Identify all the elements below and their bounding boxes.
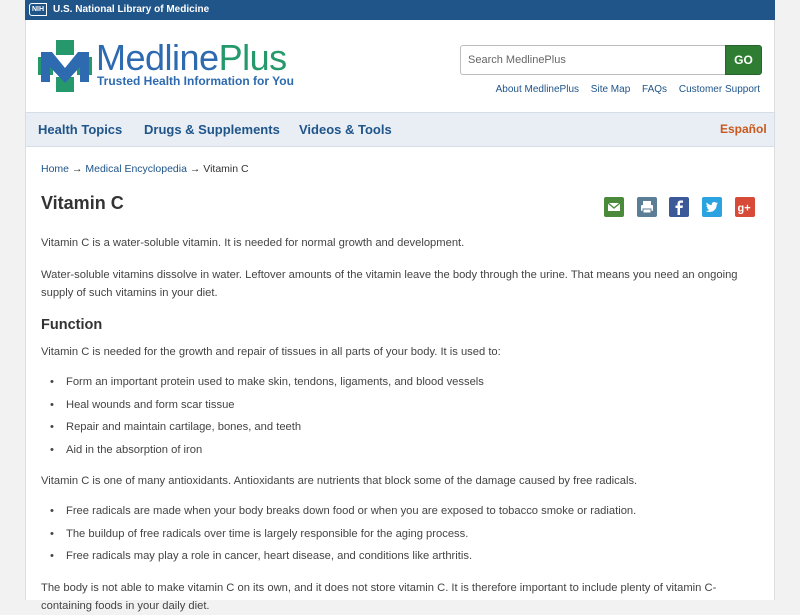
google-plus-share-button[interactable] bbox=[735, 197, 755, 217]
main-nav bbox=[25, 112, 775, 147]
about-medlineplus-link[interactable]: About MedlinePlus bbox=[495, 84, 580, 95]
main-content bbox=[25, 147, 775, 612]
print-icon bbox=[637, 197, 657, 217]
list-item: • Repair and maintain cartilage, bones, and teeth bbox=[41, 416, 757, 439]
uses-list bbox=[41, 371, 757, 461]
free-radicals-list bbox=[41, 500, 757, 568]
nav-drugs-supplements[interactable]: Drugs & Supplements bbox=[144, 122, 280, 137]
list-item: • Aid in the absorption of iron bbox=[41, 439, 757, 462]
nav-videos-tools[interactable]: Videos & Tools bbox=[299, 122, 392, 137]
breadcrumb-arrow: → bbox=[71, 163, 83, 175]
breadcrumb-medical-encyclopedia[interactable]: Medical Encyclopedia bbox=[85, 163, 187, 175]
breadcrumb-home[interactable]: Home bbox=[41, 163, 70, 175]
twitter-icon bbox=[702, 197, 722, 217]
breadcrumb-current: Vitamin C bbox=[203, 163, 249, 175]
logo-tagline: Trusted Health Information for You bbox=[97, 74, 294, 88]
faqs-link[interactable]: FAQs bbox=[642, 84, 668, 95]
email-icon bbox=[604, 197, 624, 217]
site-header bbox=[25, 20, 775, 112]
list-item: • Heal wounds and form scar tissue bbox=[41, 394, 757, 417]
google-plus-icon bbox=[735, 197, 755, 217]
logo-wordmark bbox=[96, 38, 287, 78]
svg-text:g+: g+ bbox=[737, 202, 751, 215]
utility-links bbox=[487, 84, 760, 95]
customer-support-link[interactable]: Customer Support bbox=[678, 84, 760, 95]
breadcrumb-arrow: → bbox=[189, 163, 201, 175]
medlineplus-logo-icon bbox=[38, 40, 92, 92]
function-intro: Vitamin C is needed for the growth and repair of tissues in all parts of your body. It is used to: bbox=[41, 346, 501, 358]
nlm-link[interactable]: U.S. National Library of Medicine bbox=[53, 4, 210, 15]
list-item: • The buildup of free radicals over time is largely responsible for the aging process. bbox=[41, 523, 757, 546]
site-map-link[interactable]: Site Map bbox=[590, 84, 631, 95]
search-input[interactable] bbox=[460, 45, 725, 75]
facebook-share-button[interactable] bbox=[669, 197, 689, 217]
nav-espanol[interactable]: Español bbox=[720, 122, 767, 136]
intro-paragraph-2: Water-soluble vitamins dissolve in water. Leftover amounts of the vitamin leave the body through the urine. That means you need an ongoing supply of such vitamins in your diet. bbox=[41, 269, 738, 299]
nih-badge: NIH bbox=[29, 3, 47, 16]
list-item: • Form an important protein used to make skin, tendons, ligaments, and blood vessels bbox=[41, 371, 757, 394]
intro-paragraph-1: Vitamin C is a water-soluble vitamin. It is needed for normal growth and development. bbox=[41, 237, 465, 249]
closing-paragraph: The body is not able to make vitamin C on its own, and it does not store vitamin C. It is therefore important to include plenty of vitamin C-containing foods in your daily diet. bbox=[41, 582, 717, 612]
print-button[interactable] bbox=[637, 197, 657, 217]
logo-name-plus: Plus bbox=[218, 37, 287, 78]
page-title: Vitamin C bbox=[41, 193, 124, 213]
nav-health-topics[interactable]: Health Topics bbox=[38, 122, 123, 137]
medlineplus-logo[interactable] bbox=[38, 38, 298, 92]
antioxidant-paragraph: Vitamin C is one of many antioxidants. Antioxidants are nutrients that block some of the damage caused by free radicals. bbox=[41, 475, 638, 487]
breadcrumb bbox=[41, 163, 249, 175]
facebook-icon bbox=[669, 197, 689, 217]
email-share-button[interactable] bbox=[604, 197, 624, 217]
twitter-share-button[interactable] bbox=[702, 197, 722, 217]
list-item: • Free radicals may play a role in cancer, heart disease, and conditions like arthritis. bbox=[41, 545, 757, 568]
list-item: • Free radicals are made when your body breaks down food or when you are exposed to tobacco smoke or radiation. bbox=[41, 500, 757, 523]
function-heading: Function bbox=[41, 317, 103, 333]
search-go-button[interactable]: GO bbox=[725, 45, 762, 75]
nih-bar bbox=[25, 0, 775, 20]
logo-name-medline: Medline bbox=[96, 37, 219, 78]
